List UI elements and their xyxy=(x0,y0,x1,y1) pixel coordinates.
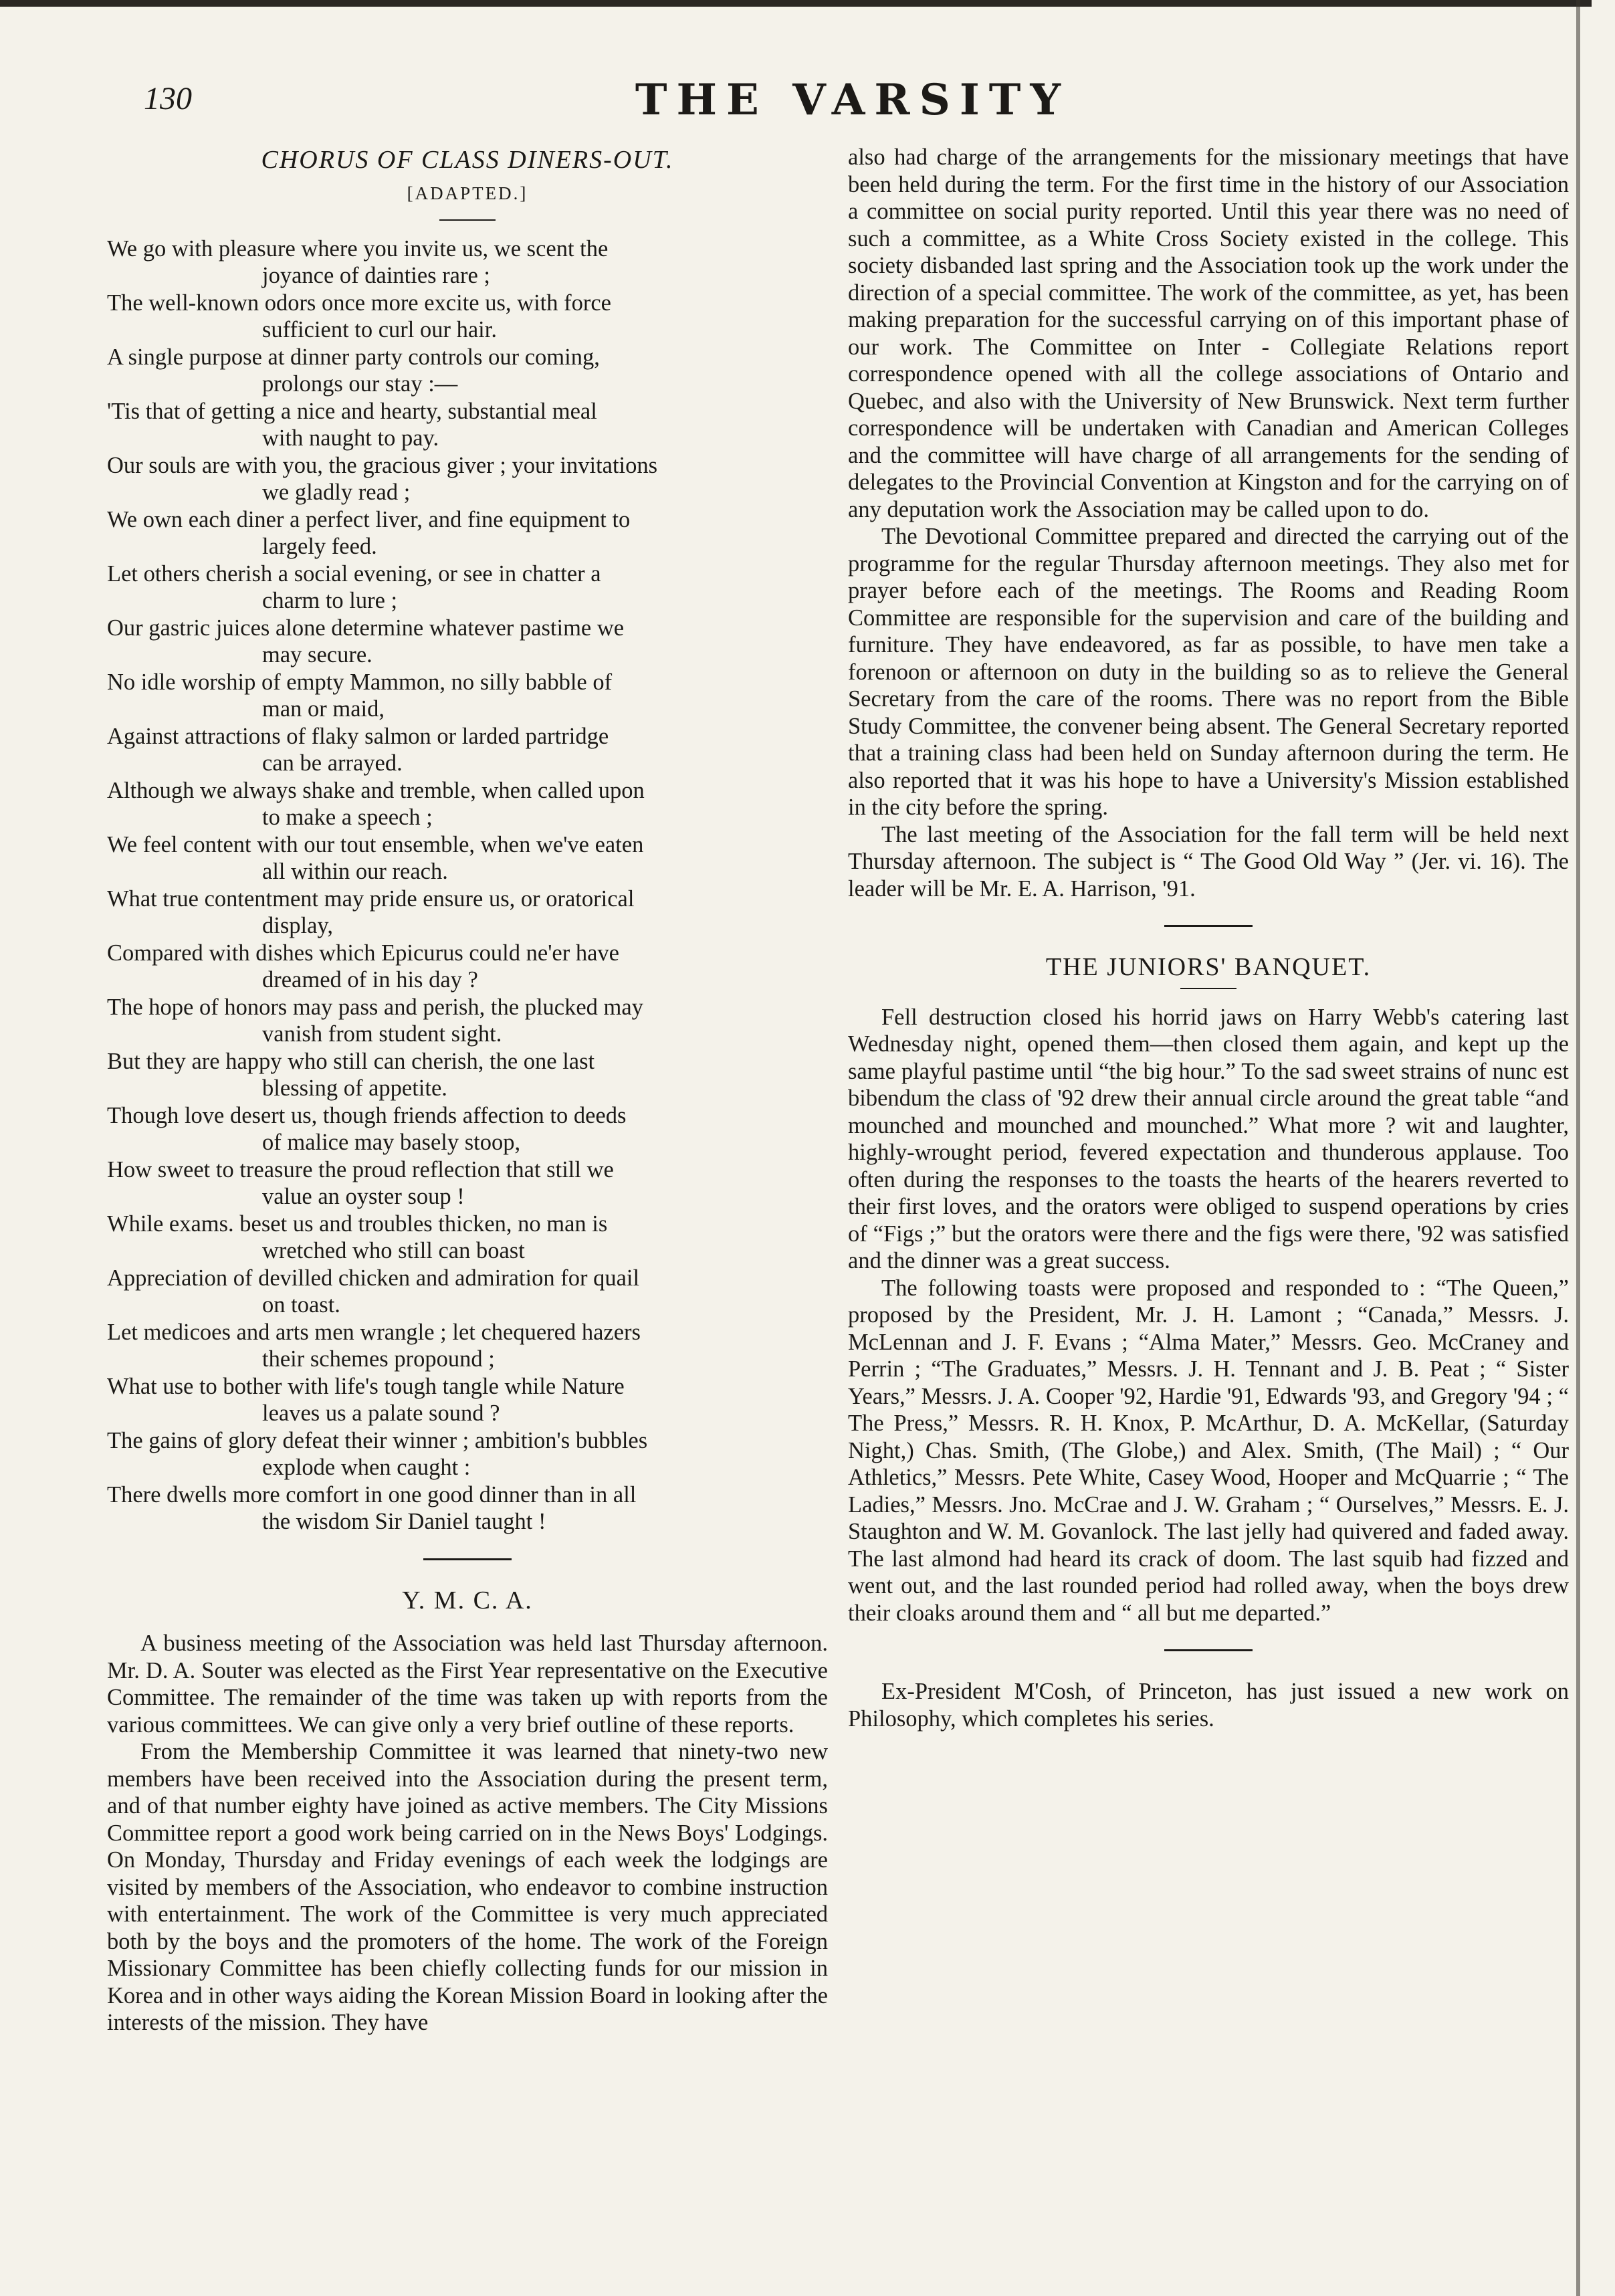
poem-stanza: Our gastric juices alone determine whatever pastime we may secure. xyxy=(107,615,625,667)
section-divider xyxy=(1164,1649,1253,1651)
ymca-heading: Y. M. C. A. xyxy=(402,1586,533,1614)
poem-stanza: Against attractions of flaky salmon or larded partridge can be arrayed. xyxy=(107,723,609,776)
banquet-paragraph: Fell destruction closed his horrid jaws on Harry Webb's catering last Wednesday night, opened them—then closed them again, and kept up the same playful pastime until “the big hour.” To the sad sweet strains of nunc est bibendum the class of '92 drew their annual circle around the great table “and mounched and mounched and mounched.” What more ? wit and laughter, highly-wrought period, fevered expectation and thunderous applause. Too often during the responses to the toasts the hearts of the hearers reverted to their first loves, and the orators were obliged to suspend operations by cries of “Figs ;” but the orators were there and the figs were there, '92 was satisfied and the dinner was a great success. xyxy=(848,1004,1569,1273)
poem-stanza: Let medicoes and arts men wrangle ; let chequered hazers their schemes propound ; xyxy=(107,1319,641,1372)
poem-stanza: Appreciation of devilled chicken and admiration for quail on toast. xyxy=(107,1265,640,1318)
ymca-paragraph: also had charge of the arrangements for the missionary meetings that have been held during the term. For the first time in the history of our Association a committee on social purity reported. Until this year there was no need of such a committee, as a White Cross Society existed in the college. This society disbanded last spring and the Association took up the work under the direction of a special committee. The work of the committee, as yet, has been making preparation for the successful carrying on of this important phase of our work. The Committee on Inter - Collegiate Relations report correspondence opened with all the college associations of Ontario and Quebec, and also with the University of New Brunswick. Next term further correspondence will be undertaken with Canadian and American Colleges and the committee will have charge of all arrangements for the sending of delegates to the Provincial Convention at Kingston and for the carrying on of any deputation work the Association may be called upon to do. xyxy=(848,144,1569,522)
poem-stanza: Compared with dishes which Epicurus could ne'er have dreamed of in his day ? xyxy=(107,940,619,993)
divider xyxy=(439,219,496,221)
poem-stanza: But they are happy who still can cherish, the one last blessing of appetite. xyxy=(107,1048,595,1101)
banquet-article xyxy=(848,1004,1569,1627)
poem-stanza: The hope of honors may pass and perish, the plucked may vanish from student sight. xyxy=(107,994,643,1047)
ymca-article xyxy=(107,1630,828,2037)
poem-stanza: Although we always shake and tremble, when called upon to make a speech ; xyxy=(107,777,645,830)
poem-stanza: Though love desert us, though friends affection to deeds of malice may basely stoop, xyxy=(107,1102,627,1155)
poem-title: CHORUS OF CLASS DINERS-OUT. xyxy=(261,146,674,174)
poem-stanza: What use to bother with life's tough tangle while Nature leaves us a palate sound ? xyxy=(107,1373,625,1426)
poem-stanza: 'Tis that of getting a nice and hearty, substantial meal with naught to pay. xyxy=(107,398,597,451)
ymca-paragraph: The Devotional Committee prepared and directed the carrying out of the programme for the regular Thursday afternoon meetings. They also met for prayer before each of the meetings. The Rooms and Reading Room Committee are responsible for the supervision and care of the building and furniture. They have endeavored, as far as possible, to have men take a forenoon or afternoon on duty in the building so as to relieve the General Secretary from the care of the rooms. There was no report from the Bible Study Committee, the convener being absent. The General Secretary reported that a training class had been held on Sunday afternoon during the term. He also reported that it was his hope to have a University's Mission established in the city before the spring. xyxy=(848,524,1569,820)
ymca-paragraph: A business meeting of the Association was held last Thursday afternoon. Mr. D. A. Souter was elected as the First Year representative on the Executive Committee. The remainder of the time was taken up with reports from the various committees. We can give only a very brief outline of these reports. xyxy=(107,1631,828,1738)
banquet-heading: THE JUNIORS' BANQUET. xyxy=(1045,953,1372,981)
poem-stanza: We go with pleasure where you invite us, we scent the joyance of dainties rare ; xyxy=(107,235,609,288)
poem-stanza: How sweet to treasure the proud reflection that still we value an oyster soup ! xyxy=(107,1156,614,1209)
poem-body xyxy=(107,235,828,1536)
right-column xyxy=(848,144,1569,1732)
poem-stanza: We feel content with our tout ensemble, when we've eaten all within our reach. xyxy=(107,831,644,884)
poem-stanza: There dwells more comfort in one good dinner than in all the wisdom Sir Daniel taught ! xyxy=(107,1481,637,1534)
section-divider xyxy=(423,1558,512,1560)
left-column xyxy=(107,144,828,2037)
poem-stanza: We own each diner a perfect liver, and fine equipment to largely feed. xyxy=(107,506,631,559)
poem-stanza: While exams. beset us and troubles thicken, no man is wretched who still can boast xyxy=(107,1211,608,1263)
divider xyxy=(1180,988,1236,989)
note-article xyxy=(848,1678,1569,1732)
page-number: 130 xyxy=(144,81,192,116)
ymca-paragraph: From the Membership Committee it was learned that ninety-two new members have been received into the Association during the present term, and of that number eighty have joined as active members. The City Missions Committee report a good work being carried on in the News Boys' Lodgings. On Monday, Thursday and Friday evenings of each week the lodgings are visited by members of the Association, who endeavor to combine instruction with entertainment. The work of the Committee is very much appreciated both by the boys and the promoters of the home. The work of the Foreign Missionary Committee has been chiefly collecting funds for our mission in Korea and in other ways aiding the Korean Mission Board in looking after the interests of the mission. They have xyxy=(107,1739,828,2035)
poem-stanza: Let others cherish a social evening, or see in chatter a charm to lure ; xyxy=(107,560,601,613)
poem-subtitle: [ADAPTED.] xyxy=(407,183,528,203)
poem-stanza: What true contentment may pride ensure us, or oratorical display, xyxy=(107,885,635,938)
banquet-paragraph: The following toasts were proposed and responded to : “The Queen,” proposed by the President, Mr. J. H. Lamont ; “Canada,” Messrs. J. McLennan and J. F. Evans ; “Alma Mater,” Messrs. Geo. McCraney and Perrin ; “The Graduates,” Messrs. J. H. Tennant and J. B. Peat ; “ Sister Years,” Messrs. J. A. Cooper '92, Hardie '91, Edwards '93, and Gregory '94 ; “ The Press,” Messrs. R. H. Knox, P. McArthur, D. A. McKellar, (Saturday Night,) Chas. Smith, (The Globe,) and Alex. Smith, (The Mail) ; “ Our Athletics,” Messrs. Pete White, Casey Wood, Hooper and McQuarrie ; “ The Ladies,” Messrs. Jno. McCrae and J. W. Graham ; “ Ourselves,” Messrs. E. J. Staughton and W. M. Govanlock. The last jelly had quivered and faded away. The last almond had heard its crack of doom. The last squib had fizzed and went out, and the last rounded period had rolled away, when the boys drew their cloaks around them and “ all but me departed.” xyxy=(848,1275,1569,1626)
poem-stanza: A single purpose at dinner party controls our coming, prolongs our stay :— xyxy=(107,344,600,397)
poem-stanza: Our souls are with you, the gracious giver ; your invitations we gladly read ; xyxy=(107,452,658,505)
note-paragraph: Ex-President M'Cosh, of Princeton, has just issued a new work on Philosophy, which completes his series. xyxy=(848,1679,1569,1732)
poem-stanza: The well-known odors once more excite us, with force sufficient to curl our hair. xyxy=(107,290,611,342)
poem-stanza: The gains of glory defeat their winner ; ambition's bubbles explode when caught : xyxy=(107,1427,648,1480)
section-divider xyxy=(1164,925,1253,927)
page-edge xyxy=(1576,0,1580,2296)
masthead: THE VARSITY xyxy=(635,75,1071,125)
ymca-article-continued xyxy=(848,144,1569,902)
ymca-paragraph: The last meeting of the Association for the fall term will be held next Thursday afternoon. The subject is “ The Good Old Way ” (Jer. vi. 16). The leader will be Mr. E. A. Harrison, '91. xyxy=(848,821,1569,902)
poem-stanza: No idle worship of empty Mammon, no silly babble of man or maid, xyxy=(107,669,613,722)
top-border xyxy=(0,0,1592,7)
